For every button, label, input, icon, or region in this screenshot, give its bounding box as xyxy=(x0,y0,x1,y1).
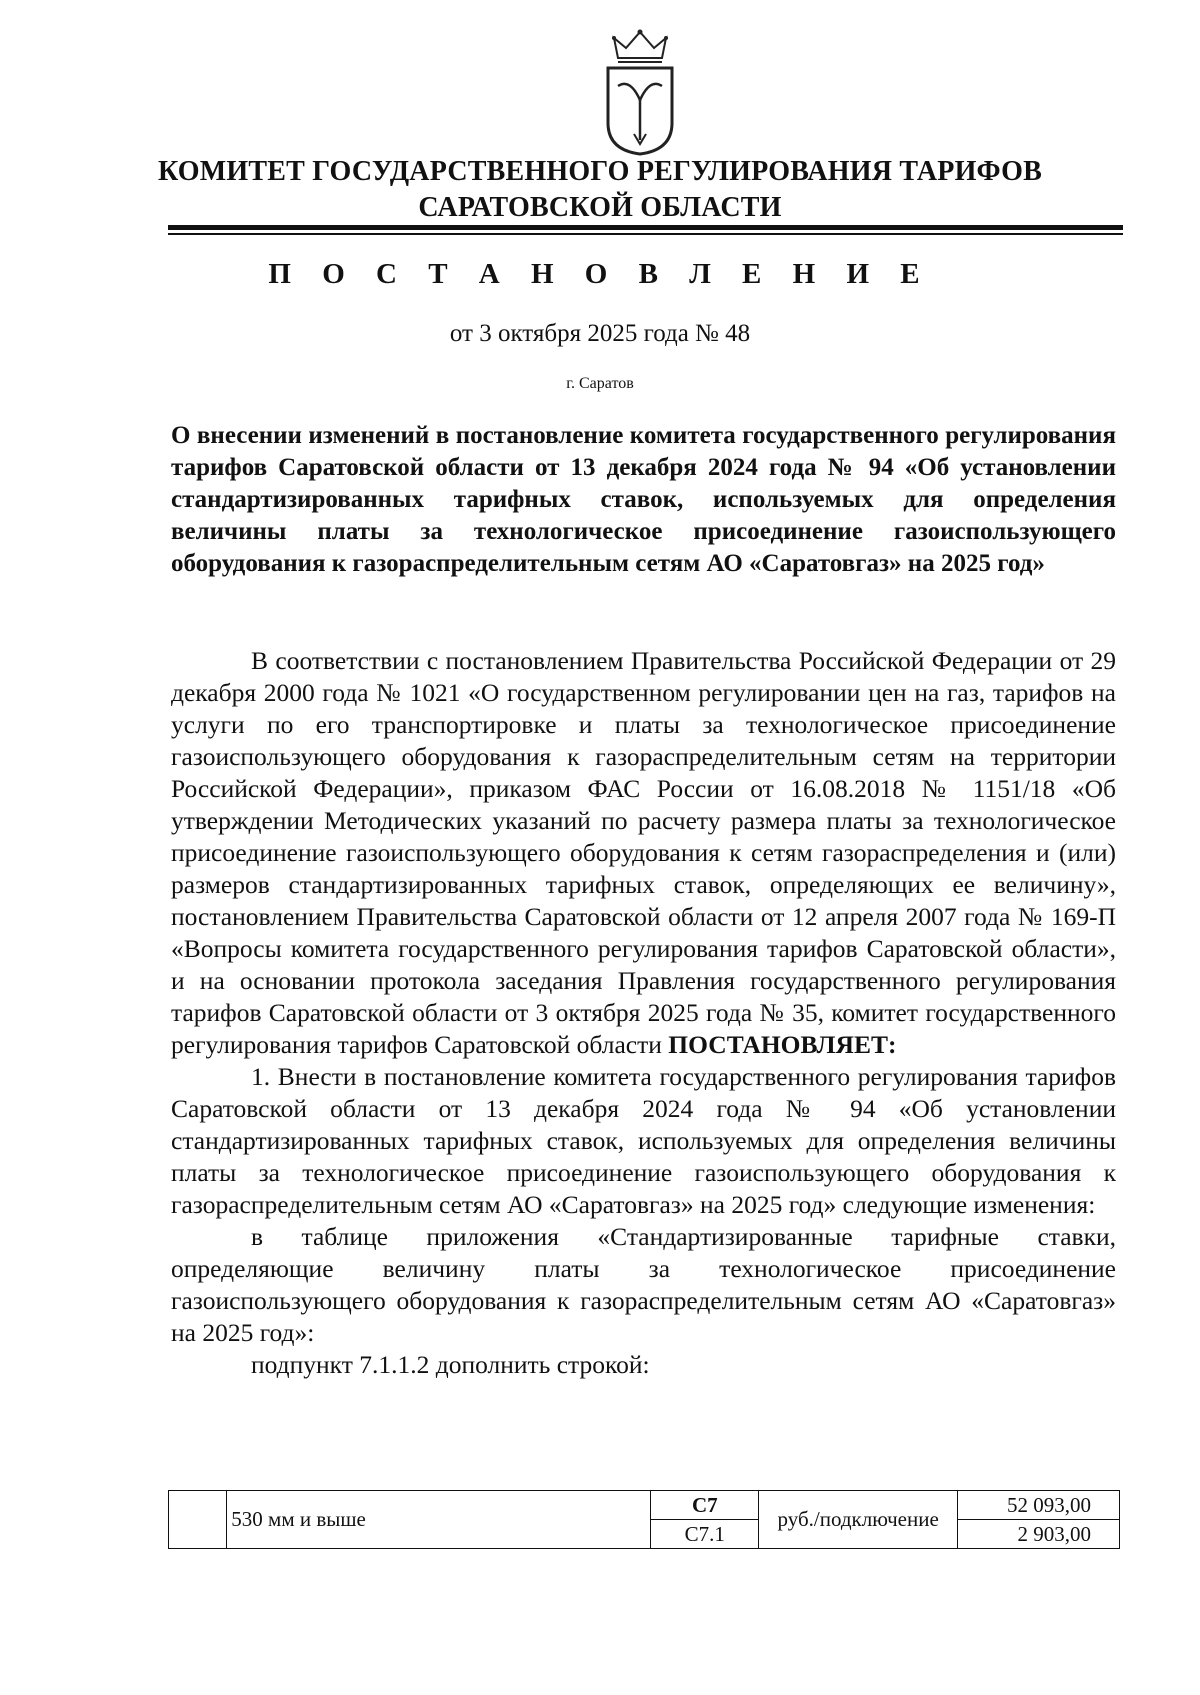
document-body xyxy=(171,645,1116,1381)
document-place: г. Саратов xyxy=(566,375,634,392)
document-subject: О внесении изменений в постановление комитета государственного регулирования тарифов Саратовской области от 13 декабря 2024 года № 94 «Об установлении стандартизированных тарифных ставок, используемых для определения величины платы за технологическое присоединение газоиспользующего оборудования к газораспределительным сетям АО «Саратовгаз» на 2025 год» xyxy=(171,422,1116,577)
tariff-table xyxy=(168,1490,1120,1549)
rate-code-cell: С7 xyxy=(651,1491,759,1520)
table-row xyxy=(169,1491,1120,1520)
body-paragraph-1 xyxy=(171,645,1116,1061)
document-type: П О С Т А Н О В Л Е Н И Е xyxy=(268,258,932,290)
rate-value-cell: 2 903,00 xyxy=(957,1520,1119,1549)
decree-keyword: ПОСТАНОВЛЯЕТ: xyxy=(668,1030,897,1059)
row-number-cell xyxy=(169,1491,227,1549)
coat-of-arms-icon xyxy=(600,28,680,156)
org-line-2: САРАТОВСКОЙ ОБЛАСТИ xyxy=(418,192,782,223)
document-date-number: от 3 октября 2025 года № 48 xyxy=(449,320,751,347)
body-paragraph-4: подпункт 7.1.1.2 дополнить строкой: xyxy=(251,1350,650,1379)
issuing-authority xyxy=(150,154,1050,226)
preamble-text: В соответствии с постановлением Правительства Российской Федерации от 29 декабря 2000 года № 1021 «О государственном регулировании цен на газ, тарифов на услуги по его транспортировке и платы за технологическое присоединение газоиспользующего оборудования к газораспределительным сетям на территории Российской Федерации», приказом ФАС России от 16.08.2018 № 1151/18 «Об утверждении Методических указаний по расчету размера платы за технологическое присоединение газоиспользующего оборудования к сетям газораспределения и (или) размеров стандартизированных тарифных ставок, определяющих ее величину», постановлением Правительства Саратовской области от 12 апреля 2007 года № 169-П «Вопросы комитета государственного регулирования тарифов Саратовской области», и на основании протокола заседания Правления государственного регулирования тарифов Саратовской области от 3 октября 2025 года № 35, комитет государственного регулирования тарифов Саратовской области xyxy=(171,646,1116,1059)
body-paragraph-2: 1. Внести в постановление комитета государственного регулирования тарифов Саратовской области от 13 декабря 2024 года № 94 «Об установлении стандартизированных тарифных ставок, используемых для определения величины платы за технологическое присоединение газоиспользующего оборудования к газораспределительным сетям АО «Саратовгаз» на 2025 год» следующие изменения: xyxy=(171,1062,1116,1219)
diameter-cell: 530 мм и выше xyxy=(227,1491,651,1549)
rate-value-cell: 52 093,00 xyxy=(957,1491,1119,1520)
header-rule-thin xyxy=(168,233,1123,235)
header-rule-thick xyxy=(168,225,1123,230)
org-line-1: КОМИТЕТ ГОСУДАРСТВЕННОГО РЕГУЛИРОВАНИЯ ТАРИФОВ xyxy=(158,156,1042,187)
unit-cell: руб./подключение xyxy=(759,1491,958,1549)
rate-code-cell: С7.1 xyxy=(651,1520,759,1549)
body-paragraph-3: в таблице приложения «Стандартизированные тарифные ставки, определяющие величину платы за технологическое присоединение газоиспользующего оборудования к газораспределительным сетям АО «Саратовгаз» на 2025 год»: xyxy=(171,1222,1116,1347)
